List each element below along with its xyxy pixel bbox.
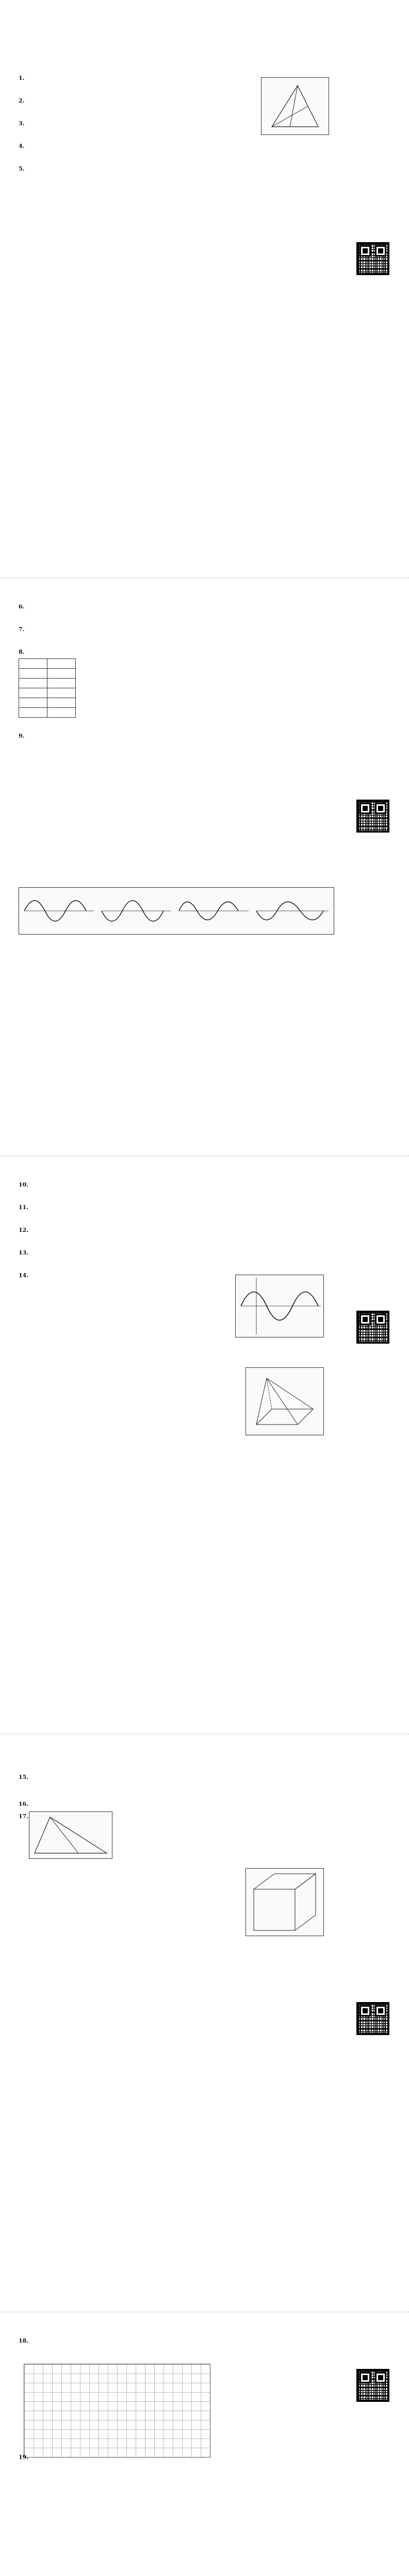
table-row — [19, 688, 76, 698]
question-p3-10 — [19, 1181, 338, 1199]
page-footer — [0, 1138, 409, 1145]
question-p3-11 — [19, 1204, 338, 1222]
option-b — [110, 130, 182, 138]
option-row — [32, 613, 338, 621]
table-header — [19, 659, 47, 669]
vector-triangle-figure — [29, 1812, 112, 1858]
option-row — [32, 1259, 338, 1267]
option-d — [267, 742, 338, 751]
question-number: 14. — [19, 1272, 29, 1279]
page-2-content — [19, 599, 338, 1129]
option-row — [32, 1236, 338, 1245]
table-cell — [19, 688, 47, 698]
option-b — [110, 720, 182, 728]
table-cell — [47, 669, 76, 679]
cube-figure — [246, 1869, 323, 1936]
page-1-content — [19, 21, 338, 551]
option-row — [32, 1191, 338, 1199]
triangle-shape — [272, 86, 318, 127]
table-header — [47, 659, 76, 669]
triangle-figure — [261, 78, 329, 134]
option-d — [267, 1191, 338, 1199]
table-cell — [47, 688, 76, 698]
triangle-segment — [272, 106, 308, 127]
option-a — [32, 107, 103, 115]
qr-code-icon — [356, 800, 389, 833]
qr-subcaption — [346, 2410, 400, 2415]
table-cell — [47, 679, 76, 688]
question-number: 3. — [19, 120, 25, 127]
option-c — [189, 107, 260, 115]
exam-title — [19, 21, 338, 32]
prism-edge — [256, 1378, 267, 1425]
question-number: 7. — [19, 626, 25, 633]
question-number: 11. — [19, 1204, 29, 1211]
page-5-content — [19, 2333, 338, 2576]
question-number: 19. — [19, 2454, 29, 2461]
question-p1-5 — [19, 165, 338, 183]
qr-badge — [346, 2002, 400, 2074]
cube-diagram — [246, 1868, 324, 1936]
option-a — [32, 1259, 103, 1267]
section-title-3 — [19, 1787, 338, 1796]
table-row — [19, 708, 76, 718]
option-a — [32, 1236, 103, 1245]
qr-code-icon — [356, 2002, 389, 2035]
table-cell — [19, 669, 47, 679]
option-c — [189, 130, 260, 138]
option-d — [267, 1236, 338, 1245]
subject-title — [19, 34, 338, 43]
table-row — [19, 698, 76, 708]
option-row — [32, 720, 338, 728]
option-d — [267, 1259, 338, 1267]
option-c — [189, 1214, 260, 1222]
question-number: 1. — [19, 75, 25, 81]
option-row — [32, 742, 338, 751]
option-c — [189, 84, 260, 93]
wave-graphs — [19, 887, 334, 935]
question-p5-19 — [19, 2453, 338, 2462]
table-cell — [19, 679, 47, 688]
question-number: 4. — [19, 143, 25, 149]
option-b — [110, 1214, 182, 1222]
page-3-content — [19, 1177, 338, 1707]
option-c — [189, 152, 260, 161]
option-b — [110, 84, 182, 93]
page-2 — [0, 578, 409, 1156]
prism-hidden-edge — [267, 1378, 272, 1409]
option-b — [110, 152, 182, 161]
question-number: 15. — [19, 1774, 29, 1781]
option-c — [189, 613, 260, 621]
option-a — [32, 720, 103, 728]
option-a — [32, 613, 103, 621]
question-number: 13. — [19, 1249, 29, 1256]
question-number: 17. — [19, 1813, 29, 1820]
triangle-diagram — [261, 77, 329, 135]
sine-graph-figure — [236, 1275, 323, 1337]
prism-figure — [246, 1368, 323, 1435]
qr-subcaption — [346, 1352, 400, 1357]
option-a — [32, 130, 103, 138]
option-row — [32, 152, 338, 161]
question-p4-15 — [19, 1773, 338, 1782]
option-c — [189, 742, 260, 751]
option-b — [110, 636, 182, 644]
option-a — [32, 84, 103, 93]
page-footer — [0, 1716, 409, 1723]
instructions — [19, 47, 338, 56]
qr-code-icon — [356, 242, 389, 275]
question-p2-6 — [19, 603, 338, 621]
question-number: 8. — [19, 649, 25, 655]
option-c — [189, 1259, 260, 1267]
wave-graphs-figure — [19, 888, 334, 934]
qr-caption — [346, 835, 400, 841]
wave-graph-c — [179, 902, 249, 920]
qr-caption — [346, 277, 400, 283]
qr-subcaption — [346, 841, 400, 846]
table-row — [19, 669, 76, 679]
option-b — [110, 742, 182, 751]
table-cell — [19, 708, 47, 718]
cube-front-face — [254, 1889, 295, 1930]
table-cell — [47, 698, 76, 708]
question-p5-18 — [19, 2337, 338, 2345]
option-b — [110, 1259, 182, 1267]
question-number: 2. — [19, 97, 25, 104]
option-c — [189, 636, 260, 644]
cube-top-face — [254, 1874, 316, 1889]
option-b — [110, 1236, 182, 1245]
option-a — [32, 175, 103, 183]
option-b — [110, 107, 182, 115]
question-number: 6. — [19, 603, 25, 610]
option-d — [267, 152, 338, 161]
section-title-2 — [19, 1760, 338, 1769]
cube-side-face — [295, 1874, 316, 1930]
data-table — [19, 658, 76, 718]
option-c — [189, 175, 260, 183]
option-a — [32, 1191, 103, 1199]
question-p1-4 — [19, 142, 338, 161]
prism-diagram — [246, 1367, 324, 1435]
qr-subcaption — [346, 283, 400, 289]
vector-triangle — [35, 1817, 107, 1853]
wave-graph-a — [24, 901, 94, 921]
qr-badge — [346, 800, 400, 872]
option-a — [32, 152, 103, 161]
qr-badge — [346, 2369, 400, 2441]
option-b — [110, 175, 182, 183]
option-row — [32, 175, 338, 183]
question-p4-16 — [19, 1800, 338, 1808]
option-b — [110, 1282, 182, 1290]
page-1 — [0, 0, 409, 578]
prism-edge — [267, 1378, 313, 1409]
table-cell — [19, 698, 47, 708]
qr-caption — [346, 2037, 400, 2043]
question-number: 12. — [19, 1227, 29, 1233]
blank-graph-grid — [24, 2364, 210, 2458]
table-row — [19, 679, 76, 688]
question-p3-12 — [19, 1226, 338, 1245]
prism-edge — [267, 1378, 298, 1425]
qr-caption — [346, 1346, 400, 1352]
question-p3-13 — [19, 1249, 338, 1267]
option-b — [110, 613, 182, 621]
option-d — [267, 175, 338, 183]
page-3 — [0, 1156, 409, 1734]
option-row — [32, 636, 338, 644]
option-a — [32, 636, 103, 644]
option-c — [189, 1191, 260, 1199]
qr-subcaption — [346, 2043, 400, 2048]
vector-line — [50, 1817, 78, 1853]
option-d — [267, 720, 338, 728]
qr-code-icon — [356, 2369, 389, 2402]
option-c — [189, 1236, 260, 1245]
page-footer — [0, 560, 409, 567]
page-5 — [0, 2312, 409, 2576]
question-p2-8 — [19, 648, 338, 728]
table-cell — [47, 708, 76, 718]
vector-triangle-diagram — [29, 1811, 112, 1859]
section-title-1 — [19, 61, 338, 70]
question-number: 18. — [19, 2337, 29, 2344]
question-p2-7 — [19, 625, 338, 644]
prism-base — [256, 1409, 313, 1425]
question-number: 10. — [19, 1181, 29, 1188]
option-d — [267, 613, 338, 621]
qr-badge — [346, 242, 400, 314]
option-d — [267, 1214, 338, 1222]
option-a — [32, 742, 103, 751]
qr-badge — [346, 1311, 400, 1383]
question-p2-9 — [19, 732, 338, 751]
question-number: 9. — [19, 733, 25, 739]
wave-graph-d — [256, 902, 329, 920]
option-c — [189, 720, 260, 728]
sine-graph — [235, 1275, 324, 1337]
qr-code-icon — [356, 1311, 389, 1344]
option-d — [267, 636, 338, 644]
question-number: 5. — [19, 165, 25, 172]
page-4 — [0, 1734, 409, 2312]
option-a — [32, 1214, 103, 1222]
option-row — [32, 1214, 338, 1222]
table-header-row — [19, 659, 76, 669]
option-a — [32, 1282, 103, 1290]
question-number: 16. — [19, 1801, 29, 1807]
option-b — [110, 1191, 182, 1199]
qr-caption — [346, 2404, 400, 2410]
wave-graph-b — [102, 901, 171, 921]
page-4-content — [19, 1755, 338, 2285]
page-footer — [0, 2294, 409, 2301]
